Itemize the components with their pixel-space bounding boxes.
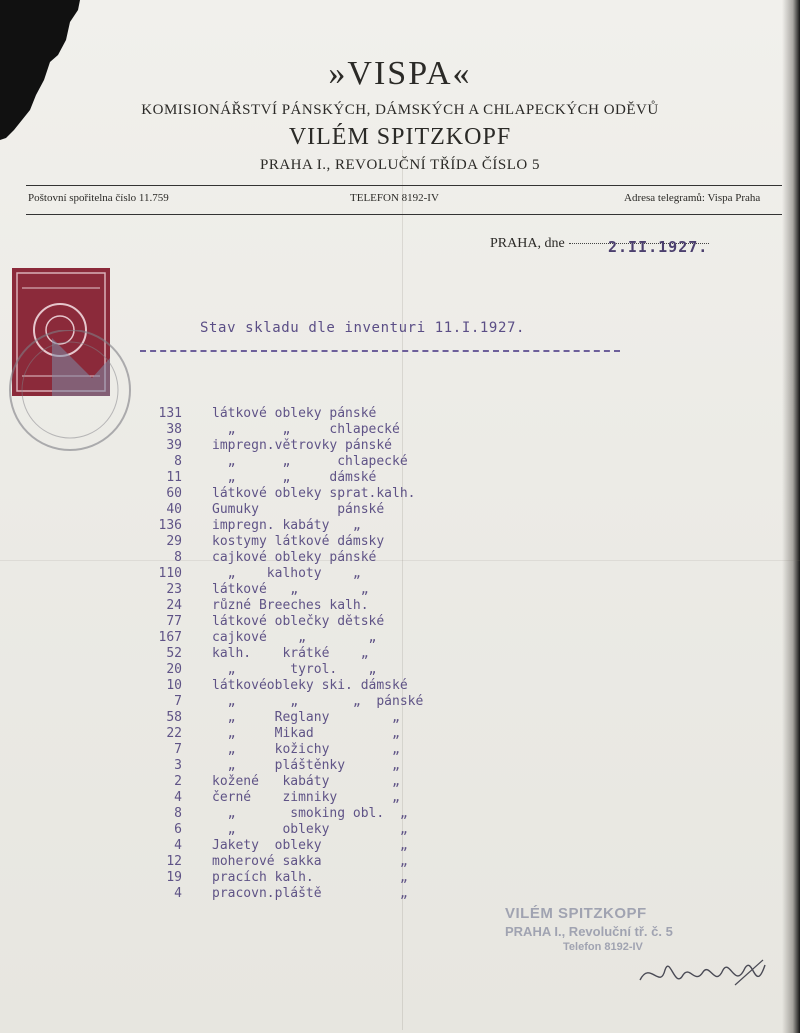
inventory-row [140,630,500,646]
inventory-quantity: 131 [158,406,182,421]
inventory-row [140,582,500,598]
inventory-quantity: 58 [166,710,182,725]
right-edge-shadow [782,0,800,1033]
inventory-description: cajkové „ „ [212,630,377,645]
inventory-row [140,502,500,518]
inventory-description: „ „ chlapecké [212,422,400,437]
inventory-quantity: 8 [174,806,182,821]
inventory-row [140,742,500,758]
inventory-description: Jakety obleky „ [212,838,408,853]
date-line [490,236,709,256]
inventory-quantity: 7 [174,694,182,709]
inventory-row [140,790,500,806]
inventory-quantity: 3 [174,758,182,773]
inventory-row [140,854,500,870]
inventory-list [140,406,500,902]
company-address: PRAHA I., REVOLUČNÍ TŘÍDA ČÍSLO 5 [260,157,540,173]
inventory-row [140,534,500,550]
inventory-quantity: 7 [174,742,182,757]
inventory-row [140,470,500,486]
inventory-row [140,710,500,726]
inventory-row [140,678,500,694]
inventory-description: „ kalhoty „ [212,566,361,581]
inventory-row [140,614,500,630]
inventory-row [140,486,500,502]
owner-name: VILÉM SPITZKOPF [288,124,512,150]
inventory-row [140,886,500,902]
business-description: KOMISIONÁŘSTVÍ PÁNSKÝCH, DÁMSKÝCH A CHLAPECKÝCH ODĚVŮ [141,102,659,118]
inventory-quantity: 22 [166,726,182,741]
inventory-quantity: 2 [174,774,182,789]
inventory-row [140,694,500,710]
inventory-row [140,566,500,582]
inventory-quantity: 40 [166,502,182,517]
inventory-description: různé Breeches kalh. [212,598,369,613]
inventory-description: „ obleky „ [212,822,408,837]
inventory-row [140,550,500,566]
inventory-row [140,726,500,742]
inventory-description: impregn. kabáty „ [212,518,361,533]
inventory-row [140,598,500,614]
inventory-quantity: 38 [166,422,182,437]
inventory-description: „ „ chlapecké [212,454,408,469]
inventory-description: „ kožichy „ [212,742,400,757]
inventory-quantity: 11 [166,470,182,485]
inventory-description: kožené kabáty „ [212,774,400,789]
inventory-quantity: 167 [158,630,182,645]
inventory-quantity: 110 [158,566,182,581]
inventory-description: „ Mikad „ [212,726,400,741]
heading-underline [140,350,620,352]
inventory-quantity: 60 [166,486,182,501]
inventory-quantity: 6 [174,822,182,837]
inventory-quantity: 136 [158,518,182,533]
inventory-description: látkové obleky pánské [212,406,377,421]
inventory-row [140,774,500,790]
inventory-row [140,822,500,838]
inventory-description: impregn.větrovky pánské [212,438,393,453]
postal-savings: Poštovní spořitelna číslo 11.759 [28,192,169,204]
inventory-quantity: 52 [166,646,182,661]
company-stamp-phone: Telefon 8192-IV [563,941,643,953]
inventory-row [140,406,500,422]
inventory-quantity: 8 [174,454,182,469]
inventory-row [140,438,500,454]
date-value: 2.II.1927. [608,238,709,256]
inventory-row [140,806,500,822]
phone-number: TELEFON 8192-IV [350,192,439,204]
inventory-quantity: 4 [174,886,182,901]
company-stamp-name: VILÉM SPITZKOPF [505,905,647,922]
inventory-row [140,758,500,774]
inventory-row [140,518,500,534]
header-rule-bottom [26,214,782,215]
inventory-description: moherové sakka „ [212,854,408,869]
inventory-description: pracích kalh. „ [212,870,408,885]
inventory-description: „ smoking obl. „ [212,806,408,821]
company-stamp [505,905,725,953]
inventory-description: „ tyrol. „ [212,662,377,677]
inventory-description: kostymy látkové dámsky [212,534,385,549]
inventory-description: cajkové obleky pánské [212,550,377,565]
inventory-description: černé zimniky „ [212,790,400,805]
inventory-quantity: 19 [166,870,182,885]
handwritten-signature [635,950,775,1000]
inventory-row [140,870,500,886]
brand-name: »VISPA« [328,55,472,92]
inventory-description: látkovéobleky ski. dámské [212,678,408,693]
inventory-description: kalh. krátké „ [212,646,369,661]
date-label: PRAHA, dne [490,236,565,251]
inventory-description: „ pláštěnky „ [212,758,400,773]
inventory-row [140,662,500,678]
inventory-quantity: 4 [174,838,182,853]
inventory-row [140,454,500,470]
inventory-description: Gumuky pánské [212,502,385,517]
inventory-quantity: 29 [166,534,182,549]
inventory-quantity: 39 [166,438,182,453]
inventory-quantity: 24 [166,598,182,613]
inventory-description: látkové oblečky dětské [212,614,385,629]
inventory-row [140,646,500,662]
inventory-row [140,838,500,854]
inventory-quantity: 8 [174,550,182,565]
inventory-quantity: 20 [166,662,182,677]
inventory-quantity: 12 [166,854,182,869]
telegram-address: Adresa telegramů: Vispa Praha [624,192,761,204]
inventory-quantity: 4 [174,790,182,805]
inventory-quantity: 23 [166,582,182,597]
company-stamp-address: PRAHA I., Revoluční tř. č. 5 [505,924,673,939]
header-rule-top [26,185,782,186]
inventory-description: „ Reglany „ [212,710,400,725]
inventory-description: „ „ dámské [212,470,377,485]
inventory-row [140,422,500,438]
inventory-description: „ „ „ pánské [212,694,424,709]
inventory-description: pracovn.pláště „ [212,886,408,901]
inventory-quantity: 10 [166,678,182,693]
inventory-heading: Stav skladu dle inventuri 11.I.1927. [200,320,526,336]
inventory-quantity: 77 [166,614,182,629]
inventory-description: látkové obleky sprat.kalh. [212,486,416,501]
inventory-description: látkové „ „ [212,582,369,597]
official-seal-icon [0,330,140,460]
